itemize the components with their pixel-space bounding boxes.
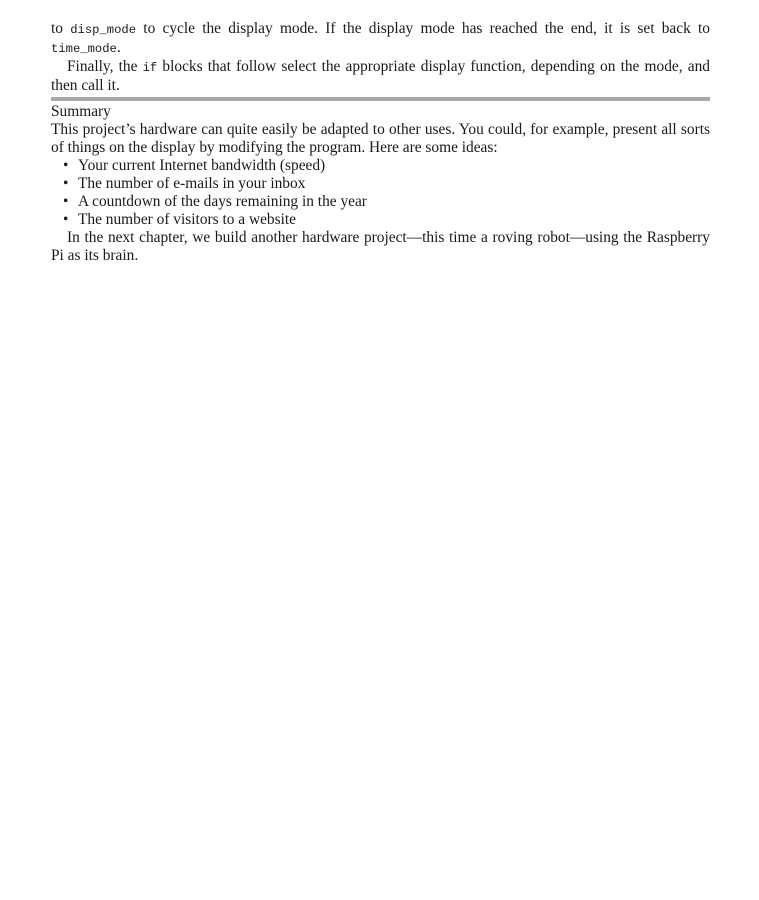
list-item-text: The number of e-mails in your inbox <box>78 175 306 192</box>
ideas-list <box>51 157 710 229</box>
list-item <box>51 211 710 229</box>
text-run: to <box>51 20 71 37</box>
code-if: if <box>142 61 158 75</box>
list-item <box>51 193 710 211</box>
text-run: blocks that follow select the appropriate display function, depending on the mode, and then call it. <box>51 58 710 94</box>
summary-intro: This project’s hardware can quite easily be adapted to other uses. You could, for example, present all sorts of things on the display by modifying the program. Here are some ideas: <box>51 121 710 156</box>
code-disp-mode: disp_mode <box>70 23 137 37</box>
paragraph-if-blocks <box>51 58 710 95</box>
bullet-icon: • <box>63 193 69 210</box>
list-item-text: Your current Internet bandwidth (speed) <box>78 157 326 174</box>
code-time-mode: time_mode <box>51 42 117 56</box>
text-run: to cycle the display mode. If the display mode has reached the end, it is set back to <box>136 20 710 37</box>
paragraph-disp-mode <box>51 20 710 58</box>
section-heading: Summary <box>51 103 111 120</box>
section-divider <box>51 97 710 101</box>
list-item <box>51 157 710 175</box>
closing-paragraph: In the next chapter, we build another hardware project—this time a roving robot—using the Raspberry Pi as its brain. <box>51 229 710 264</box>
bullet-icon: • <box>63 211 69 228</box>
text-run: . <box>116 39 121 56</box>
bullet-icon: • <box>63 157 69 174</box>
document-page <box>51 20 710 265</box>
list-item-text: The number of visitors to a website <box>78 211 296 228</box>
text-run: Finally, the <box>67 58 143 75</box>
list-item-text: A countdown of the days remaining in the year <box>78 193 367 210</box>
list-item <box>51 175 710 193</box>
bullet-icon: • <box>63 175 69 192</box>
